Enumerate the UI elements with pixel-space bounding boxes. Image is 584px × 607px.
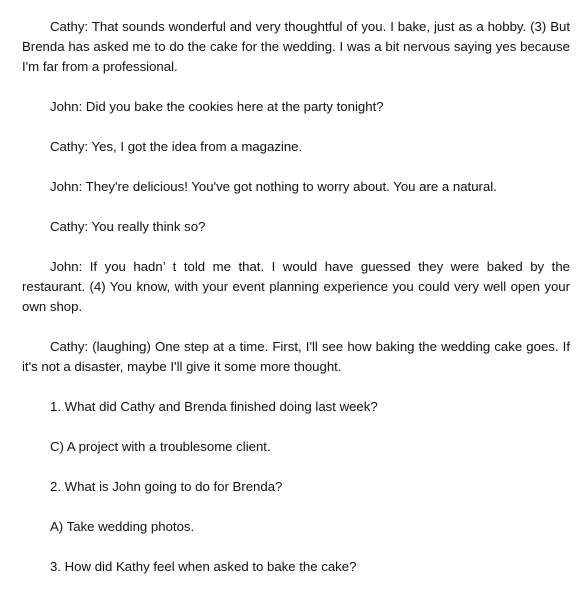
dialogue-john-1: John: Did you bake the cookies here at the party tonight? bbox=[50, 99, 384, 114]
dialogue-cathy-2: Cathy: Yes, I got the idea from a magazine. bbox=[50, 139, 303, 154]
document-body bbox=[22, 17, 570, 577]
dialogue-john-3: John: If you hadn’ t told me that. I would have guessed they were baked by the restaurant. (4) You know, with your event planning experience you could very well open your own shop. bbox=[22, 259, 570, 314]
question-1: 1. What did Cathy and Brenda finished doing last week? bbox=[50, 399, 378, 414]
dialogue-john-2: John: They're delicious! You've got nothing to worry about. You are a natural. bbox=[50, 179, 497, 194]
dialogue-cathy-1: Cathy: That sounds wonderful and very thoughtful of you. I bake, just as a hobby. (3) But Brenda has asked me to do the cake for the wedding. I was a bit nervous saying yes because I'm far from a professional. bbox=[22, 19, 570, 74]
question-2: 2. What is John going to do for Brenda? bbox=[50, 479, 283, 494]
dialogue-cathy-3: Cathy: You really think so? bbox=[50, 219, 206, 234]
dialogue-cathy-4: Cathy: (laughing) One step at a time. First, I'll see how baking the wedding cake goes. If it's not a disaster, maybe I'll give it some more thought. bbox=[22, 339, 570, 374]
answer-2: A) Take wedding photos. bbox=[50, 519, 195, 534]
question-3: 3. How did Kathy feel when asked to bake the cake? bbox=[50, 559, 357, 574]
answer-1: C) A project with a troublesome client. bbox=[50, 439, 271, 454]
